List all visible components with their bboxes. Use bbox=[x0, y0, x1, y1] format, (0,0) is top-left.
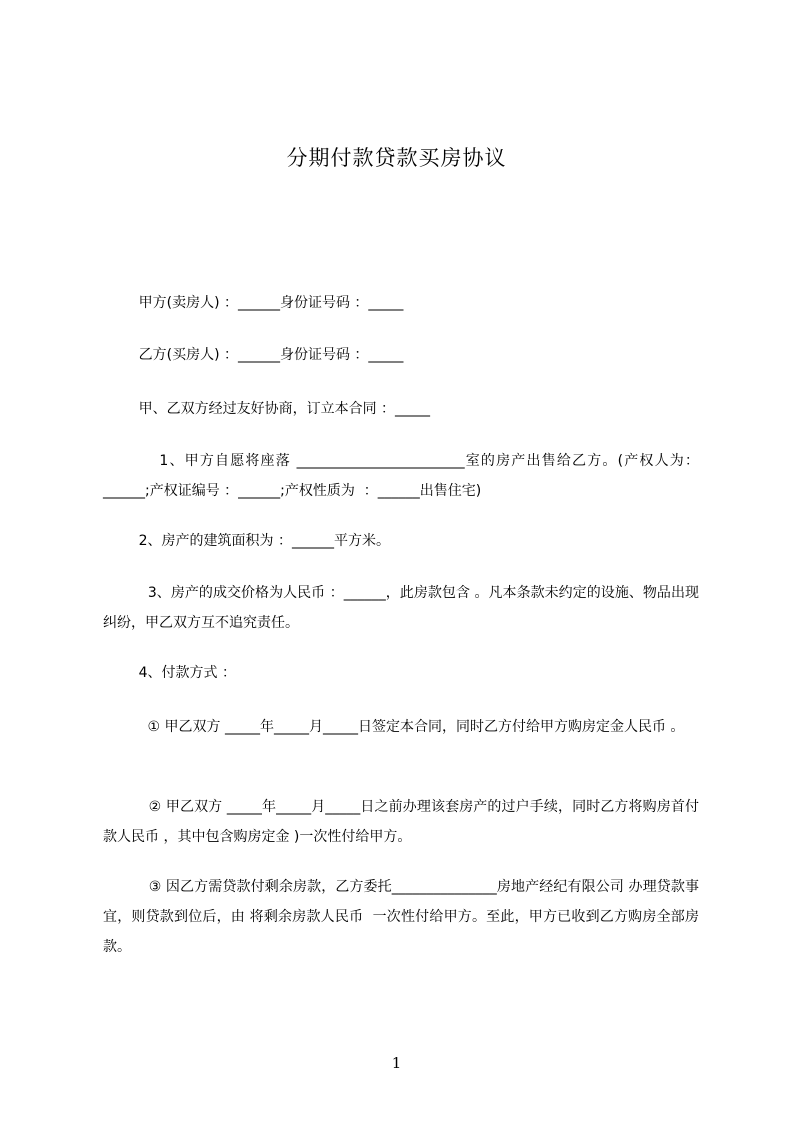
clause-3: 3、房产的成交价格为人民币 ：______，此房款包含 。凡本条款未约定的设施、物品出现纠纷，甲乙双方互不追究责任。 bbox=[103, 585, 699, 631]
clause-1: 1、甲方自愿将座落 ________________________室的房产出售给乙方。(产权人为：______;产权证编号 ：______;产权性质为 ：______出售住宅) bbox=[103, 453, 699, 499]
page-number: 1 bbox=[391, 1054, 402, 1072]
clause-4-heading: 4、付款方式 ： bbox=[103, 665, 236, 681]
clause-2: 2、房产的建筑面积为 ：______平方米。 bbox=[103, 533, 390, 549]
agreement-intro: 甲、乙双方经过友好协商，订立本合同 ：_____ bbox=[103, 401, 431, 417]
party-a-line: 甲方(卖房人) ：______身份证号码 ：_____ bbox=[103, 295, 404, 311]
payment-item-1: ① 甲乙双方 _____年_____月_____日签定本合同，同时乙方付给甲方购房定金人民币 。 bbox=[103, 719, 685, 735]
payment-item-2: ② 甲乙双方 _____年_____月_____日之前办理该套房产的过户手续，同时乙方将购房首付款人民币 ，其中包含购房定金 )一次性付给甲方。 bbox=[103, 799, 699, 845]
payment-item-3: ③ 因乙方需贷款付剩余房款，乙方委托_______________房地产经纪有限公司 办理贷款事宜，则贷款到位后，由 将剩余房款人民币 一次性付给甲方。至此，甲方已收到乙方购房全部房款。 bbox=[103, 879, 699, 955]
document-title: 分期付款贷款买房协议 bbox=[286, 146, 507, 170]
party-b-line: 乙方(买房人) ：______身份证号码 ：_____ bbox=[103, 347, 404, 363]
